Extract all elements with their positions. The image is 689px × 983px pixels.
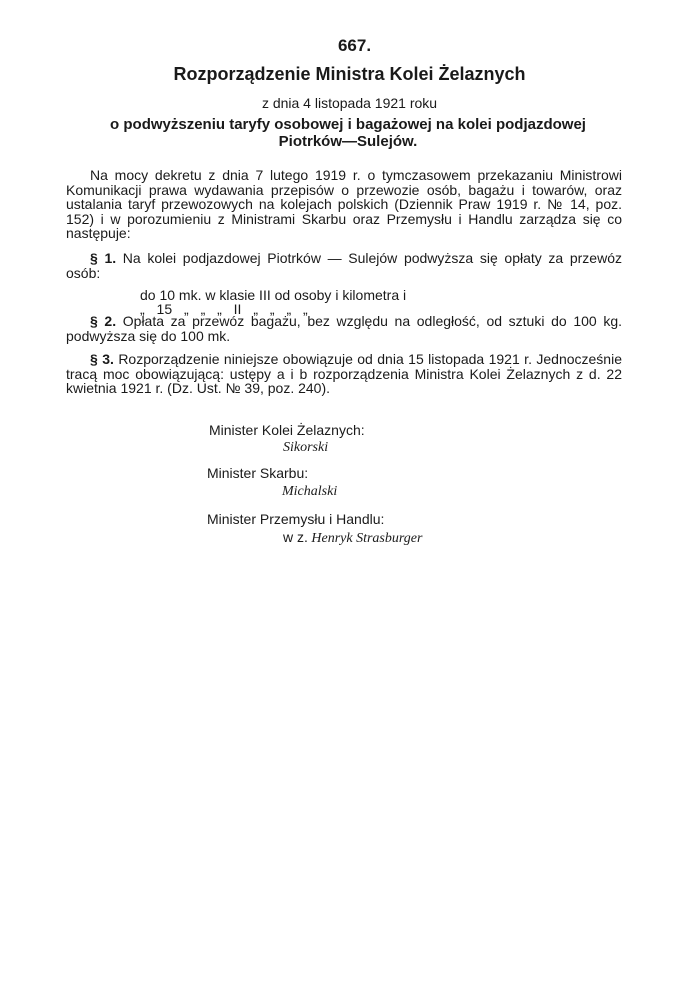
section-1-label: § 1. (90, 250, 117, 266)
section-2-label: § 2. (90, 313, 117, 329)
section-3-label: § 3. (90, 351, 114, 367)
document-title: Rozporządzenie Ministra Kolei Żelaznych (173, 64, 526, 84)
signature-name-3: Henryk Strasburger (311, 531, 423, 546)
subject-line-1: o podwyższeniu taryfy osobowej i bagażowej na kolei podjazdowej (110, 116, 586, 133)
intro-paragraph: Na mocy dekretu z dnia 7 lutego 1919 r. o tymczasowem przekazaniu Ministrowi Komunikacji prawa wydawania przepisów o przewozie osób, bagażu i towarów, oraz ustalania taryf przewozowych na kolejach polskich (Dziennik Praw 1919 r. № 14, poz. 152) i w porozumieniu z Ministrami Skarbu oraz Przemysłu i Handlu zarządza się co następuje: (66, 167, 622, 241)
signature-role-1: Minister Kolei Żelaznych: (209, 422, 365, 438)
section-1-rate-line-1: do 10 mk. w klasie III od osoby i kilometra i (140, 287, 407, 303)
section-3 (66, 352, 622, 396)
section-1-rate-line-2: „ 15 „ „ „ II „ „ „ „ (140, 301, 308, 317)
signature-role-3: Minister Przemysłu i Handlu: (207, 511, 385, 527)
section-2 (66, 314, 622, 343)
section-2-text: Opłata za przewóz bagażu, bez względu na odległość, od sztuki do 100 kg. podwyższa się do 100 mk. (66, 313, 622, 344)
document-date: z dnia 4 listopada 1921 roku (261, 95, 438, 111)
section-1 (66, 251, 622, 280)
subject-line-2: Piotrków—Sulejów. (278, 133, 418, 150)
section-3-text: Rozporządzenie niniejsze obowiązuje od dnia 15 listopada 1921 r. Jednocześnie tracą moc obowiązującą: ustępy a i b rozporządzenia Ministra Kolei Żelaznych z d. 22 kwietnia 1921 r. (Dz. Ust. № 39, poz. 240). (66, 351, 622, 396)
signature-prefix-3: w z. (283, 529, 308, 545)
page-number: 667. (337, 36, 372, 55)
document-subject (68, 116, 628, 150)
signature-name-2: Michalski (282, 484, 338, 499)
signature-role-2: Minister Skarbu: (207, 465, 309, 481)
signature-name-1: Sikorski (283, 440, 329, 455)
section-1-text: Na kolei podjazdowej Piotrków — Sulejów podwyższa się opłaty za przewóz osób: (66, 250, 622, 281)
signature-line-3 (283, 529, 422, 547)
